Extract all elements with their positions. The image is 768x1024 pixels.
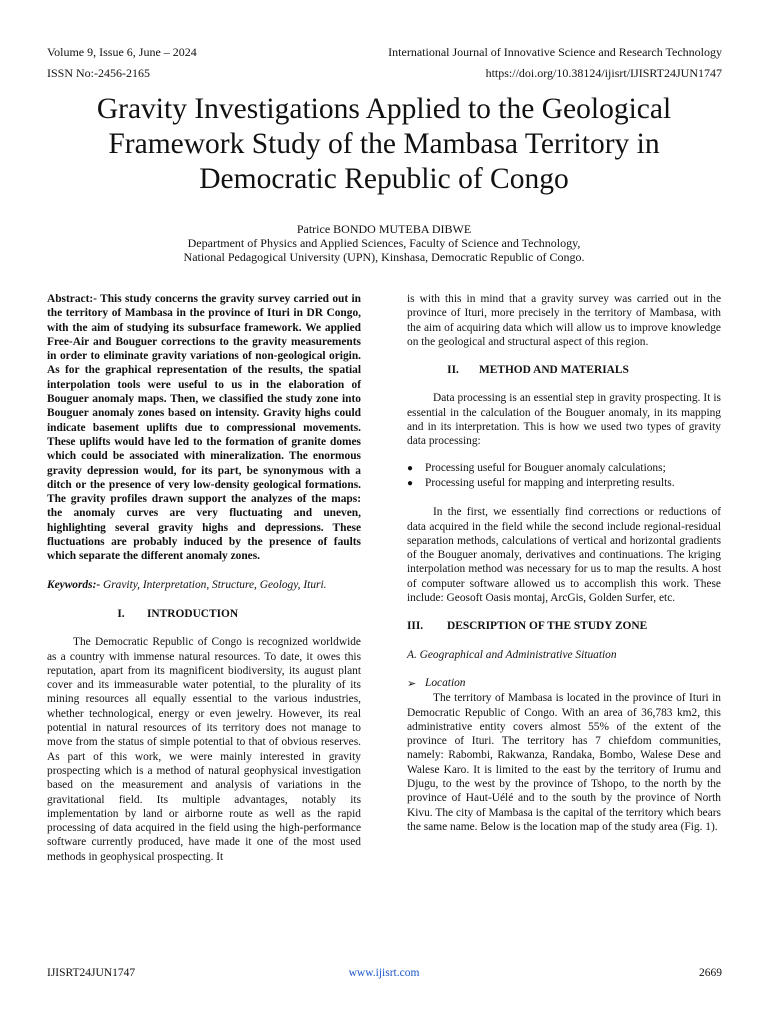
list-item xyxy=(407,461,721,476)
method-bullet-list xyxy=(407,461,721,492)
right-column xyxy=(407,292,721,834)
bullet-icon: ● xyxy=(407,462,414,474)
location-label: Location xyxy=(425,676,466,689)
footer-website-link[interactable]: www.ijisrt.com xyxy=(348,967,420,979)
introduction-paragraph: The Democratic Republic of Congo is recognized worldwide as a country with immense natural resources. To date, it owes this reputation, apart from its magnificent biodiversity, its august plant cover and its immeasurable water potential, to the plurality of its mining resources all equally essential to the various industries, whether technological, energy or even jewelry. However, its real potential in natural resources of its territory does not manage to move from the status of simple potential to that of obvious reserves. As part of this work, we were mainly interested in gravity prospecting which is a method of natural geophysical investigation based on the measurement and analysis of variations in the gravitational field. Its multiple advantages, notably its implementation by land or airborne route as well as the rapid processing of data acquired in the field using the high-performance software currently produced, have made it one of the most used methods in geophysical prospecting. It xyxy=(47,636,361,863)
footer-code: IJISRT24JUN1747 xyxy=(47,967,136,979)
author-name: Patrice BONDO MUTEBA DIBWE xyxy=(296,222,472,236)
arrow-bullet-icon: ➢ xyxy=(407,677,417,690)
introduction-continuation: is with this in mind that a gravity survey was carried out in the province of Ituri, more precisely in the territory of Mambasa, with the aim of acquiring data which will allow us to improve knowledge on the geological and structural aspect of this region. xyxy=(407,293,721,348)
abstract-label: Abstract:- xyxy=(47,293,97,305)
bullet-icon: ● xyxy=(407,477,414,489)
doi-link[interactable]: https://doi.org/10.38124/ijisrt/IJISRT24JUN1747 xyxy=(485,66,722,80)
paper-title: Gravity Investigations Applied to the Geological Framework Study of the Mambasa Territory in Democratic Republic of Congo xyxy=(96,93,672,195)
bullet-text: Processing useful for mapping and interpreting results. xyxy=(425,476,675,489)
section-1-number: I. xyxy=(117,607,125,620)
keywords-label: Keywords:- xyxy=(47,578,101,591)
section-1-heading xyxy=(95,607,361,621)
section-2-title: METHOD AND MATERIALS xyxy=(479,364,629,377)
location-paragraph: The territory of Mambasa is located in the province of Ituri in Democratic Republic of Congo. With an area of 36,783 km2, this administrative entity covers almost 55% of the extent of the province of Ituri. The territory has 7 chiefdom communities, namely: Rabombi, Rakwanza, Randaka, Bombo, Walese Dese and Walese Karo. It is limited to the east by the territory of Irumu and Djugu, to the west by the province of Tshopo, to the north by the province of Haut-Uélé and to the south by the province of North Kivu. The city of Mambasa is the capital of the territory which bears the same name. Below is the location map of the study area (Fig. 1). xyxy=(407,692,721,833)
abstract xyxy=(47,292,361,564)
section-2-heading xyxy=(427,363,721,377)
method-paragraph-1: Data processing is an essential step in gravity prospecting. It is essential in the calculation of the Bouguer anomaly, in its mapping and in its interpretation. This is how we used two types of gravity data processing: xyxy=(407,392,721,448)
page-number: 2669 xyxy=(699,967,722,979)
section-3-heading xyxy=(407,619,721,633)
keywords xyxy=(47,578,361,592)
section-3-title: DESCRIPTION OF THE STUDY ZONE xyxy=(447,620,648,633)
journal-name: International Journal of Innovative Science and Research Technology xyxy=(388,45,722,59)
abstract-text: This study concerns the gravity survey carried out in the territory of Mambasa in the province of Ituri in DR Congo, with the aim of studying its subsurface framework. We applied Free-Air and Bouguer corrections to the gravity measurements in order to eliminate gravity variations of non-geological origin. As for the graphical representation of the results, the spatial interpolation tools were useful to us in the elaboration of Bouguer anomaly maps. Then, we classified the study zone into Bouguer anomaly zones based on intensity. Gravity highs could indicate basement uplifts due to compressional movements. These uplifts would have led to the formation of granite domes which could be associated with mineralization. The enormous gravity depression would, for its part, be synonymous with a ditch or the presence of very low-density geological formations. The gravity profiles drawn support the analyzes of the maps: the anomaly curves are very fluctuating and uneven, highlighting several gravity highs and depressions. These fluctuations are probably induced by the presence of faults which separate the different anomaly zones. xyxy=(47,293,361,563)
keywords-text: Gravity, Interpretation, Structure, Geology, Ituri. xyxy=(103,578,327,591)
location-subheading xyxy=(407,676,721,691)
list-item xyxy=(407,476,721,491)
subsection-heading: A. Geographical and Administrative Situation xyxy=(407,648,617,661)
volume-info: Volume 9, Issue 6, June – 2024 xyxy=(47,45,197,59)
method-paragraph-2: In the first, we essentially find corrections or reductions of data acquired in the field while the second include regional-residual separation methods, calculations of vertical and horizontal gradients of the Bouguer anomaly, derivatives and continuations. The kriging interpolation method was necessary for us to map the results. A host of computer software allowed us to accomplish this work. These include: Geosoft Oasis montaj, ArcGis, Golden Surfer, etc. xyxy=(407,506,721,605)
affiliation-line-1: Department of Physics and Applied Sciences, Faculty of Science and Technology, xyxy=(187,236,581,250)
left-column xyxy=(47,292,361,864)
section-2-number: II. xyxy=(447,364,459,377)
issn: ISSN No:-2456-2165 xyxy=(47,66,151,80)
section-3-number: III. xyxy=(407,620,424,633)
affiliation-line-2: National Pedagogical University (UPN), Kinshasa, Democratic Republic of Congo. xyxy=(183,250,585,264)
bullet-text: Processing useful for Bouguer anomaly calculations; xyxy=(425,461,666,474)
section-1-title: INTRODUCTION xyxy=(147,607,239,620)
